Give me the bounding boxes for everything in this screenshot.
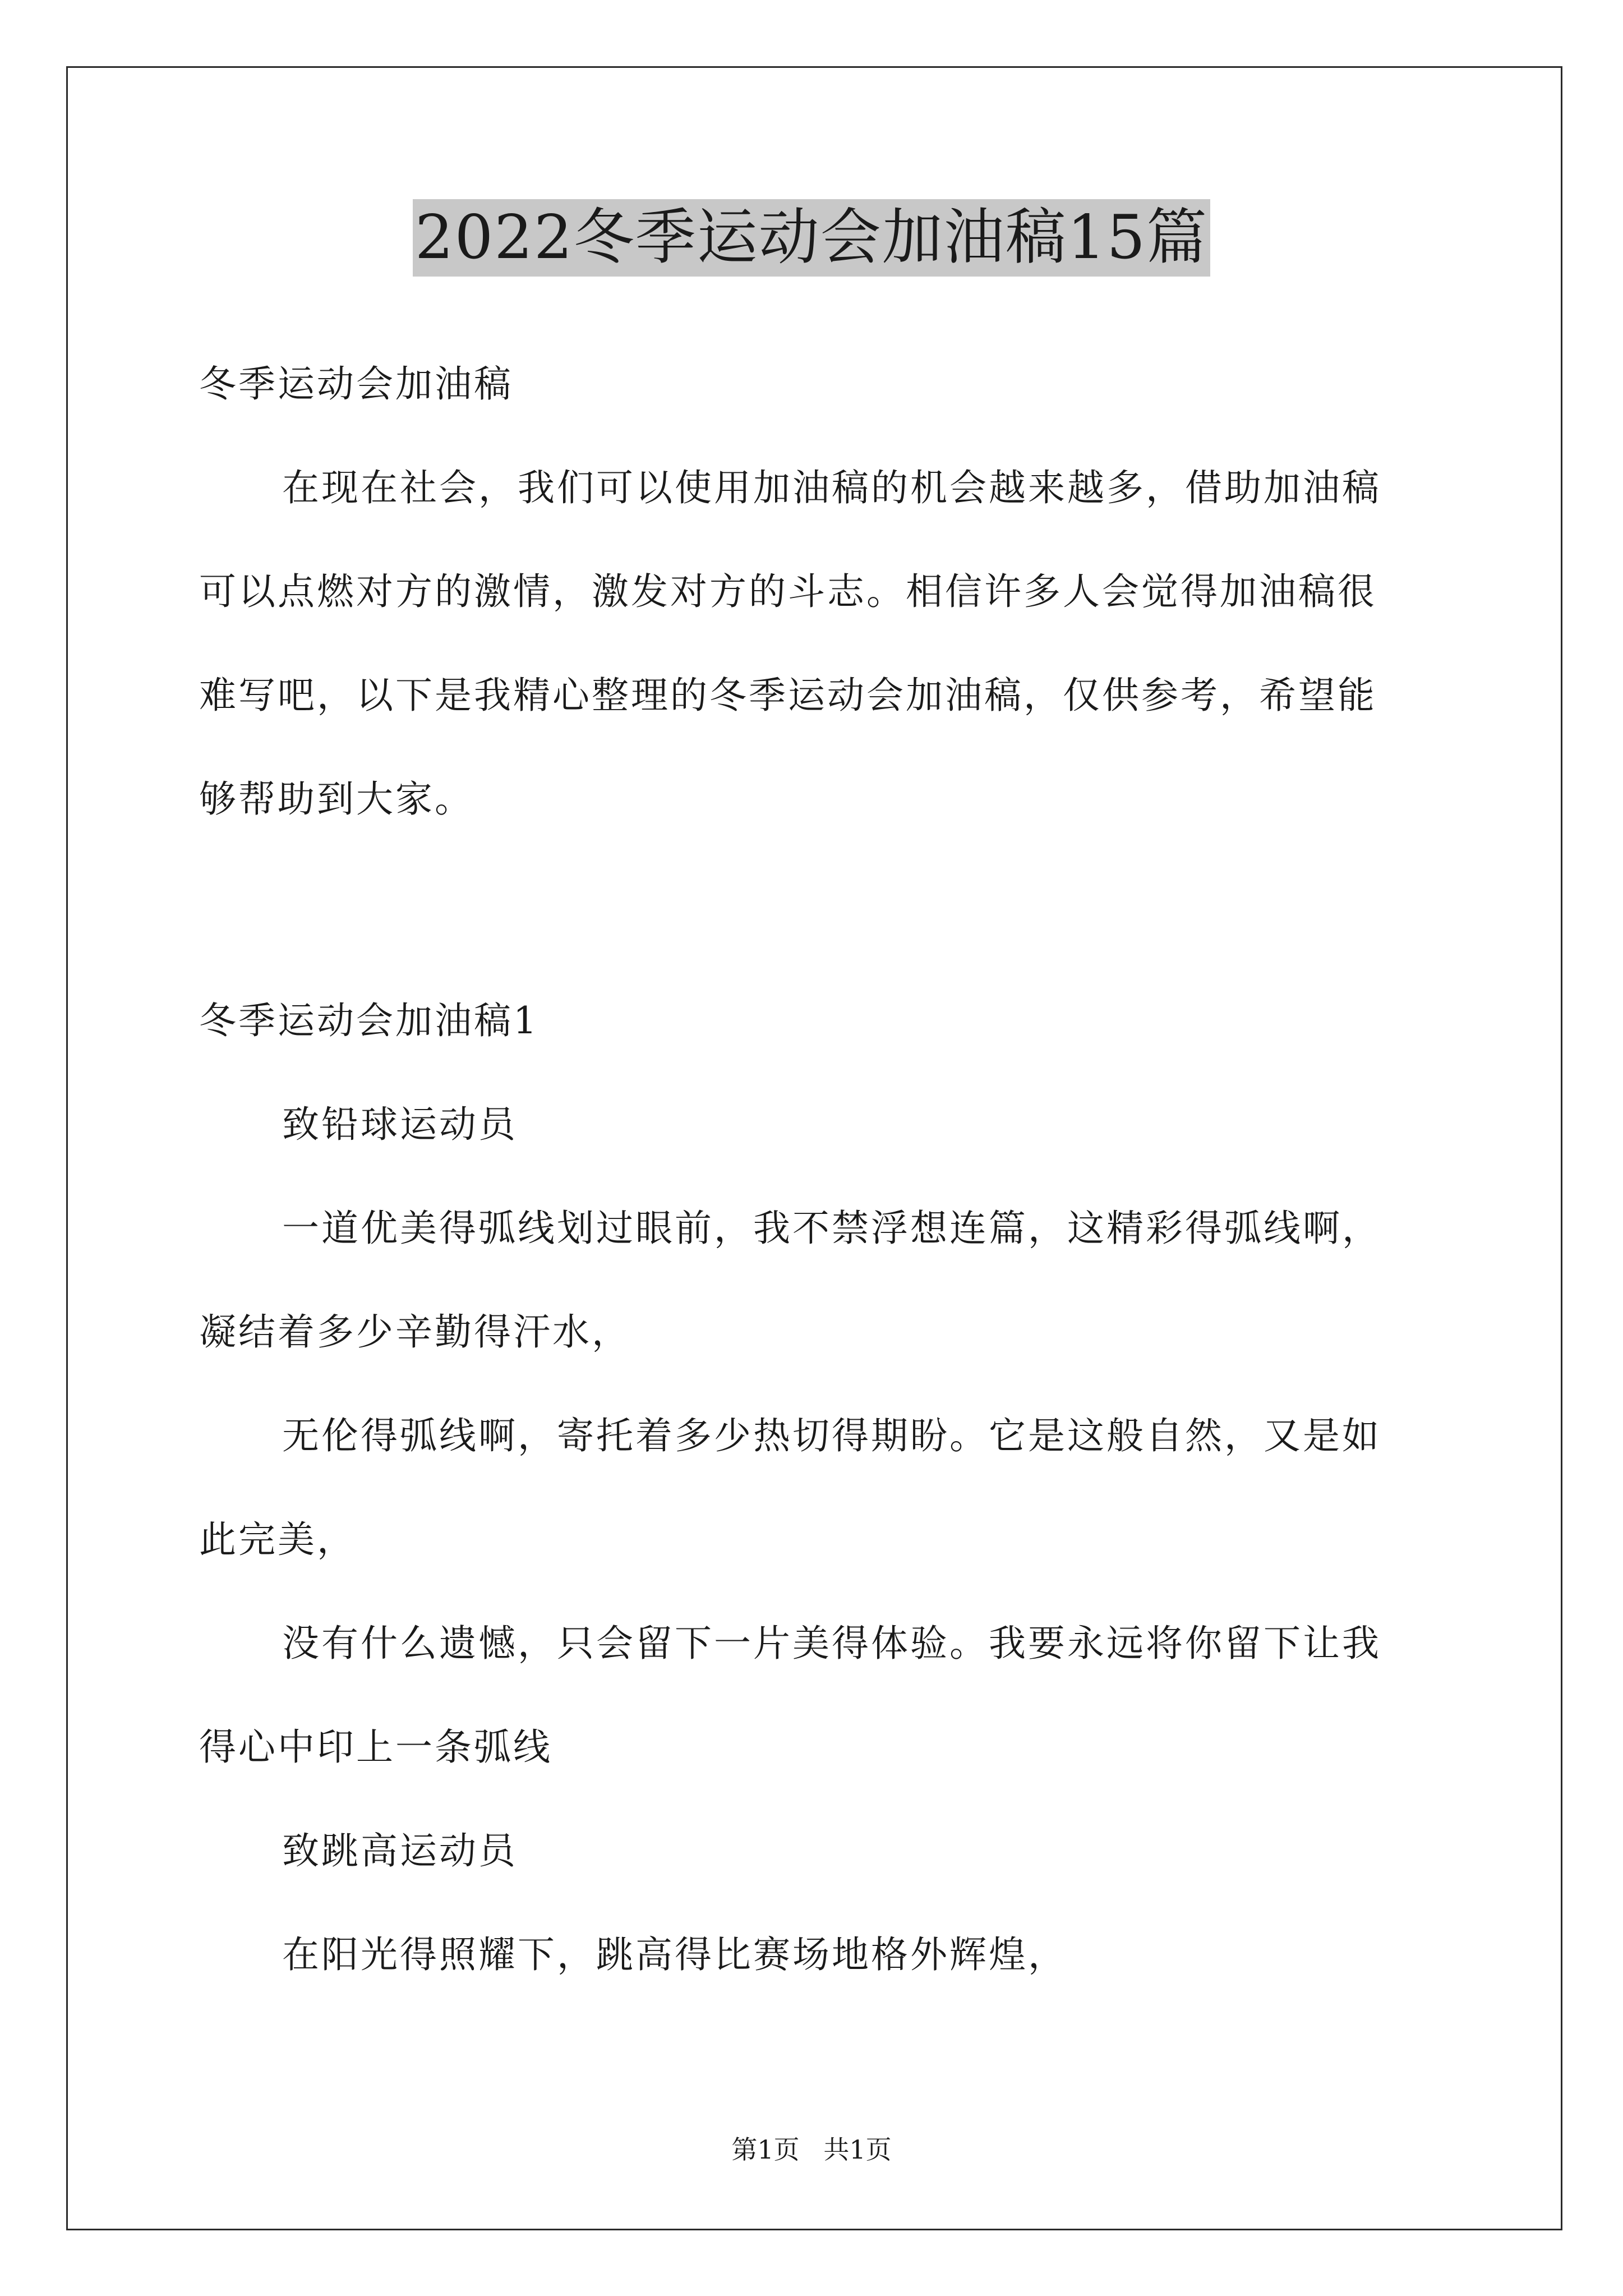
paragraph-line: 够帮助到大家。 — [199, 777, 474, 821]
paragraph-line: 凝结着多少辛勤得汗水， — [199, 1310, 631, 1354]
page-number-total: 共1页 — [823, 2134, 892, 2165]
paragraph-line: 可以点燃对方的激情，激发对方的斗志。相信许多人会觉得加油稿很 — [199, 570, 1377, 613]
title-container — [0, 199, 1623, 277]
section-heading: 冬季运动会加油稿1 — [199, 999, 539, 1042]
paragraph-line: 得心中印上一条弧线 — [199, 1726, 552, 1769]
paragraph-line: 难写吧，以下是我精心整理的冬季运动会加油稿，仅供参考，希望能 — [199, 674, 1377, 717]
paragraph-line: 此完美， — [199, 1518, 356, 1561]
subheading: 致铅球运动员 — [282, 1103, 518, 1146]
section-heading: 冬季运动会加油稿 — [199, 362, 513, 406]
page-footer — [0, 2133, 1623, 2166]
document-title: 2022冬季运动会加油稿15篇 — [413, 199, 1210, 277]
subheading: 致跳高运动员 — [282, 1829, 518, 1872]
paragraph-line: 没有什么遗憾，只会留下一片美得体验。我要永远将你留下让我 — [282, 1622, 1381, 1665]
paragraph-line: 在现在社会，我们可以使用加油稿的机会越来越多，借助加油稿 — [282, 466, 1381, 509]
paragraph-line: 在阳光得照耀下，跳高得比赛场地格外辉煌， — [282, 1933, 1067, 1976]
paragraph-line: 无伦得弧线啊，寄托着多少热切得期盼。它是这般自然，又是如 — [282, 1414, 1381, 1457]
page-number-current: 第1页 — [731, 2134, 800, 2165]
paragraph-line: 一道优美得弧线划过眼前，我不禁浮想连篇，这精彩得弧线啊， — [282, 1207, 1381, 1250]
